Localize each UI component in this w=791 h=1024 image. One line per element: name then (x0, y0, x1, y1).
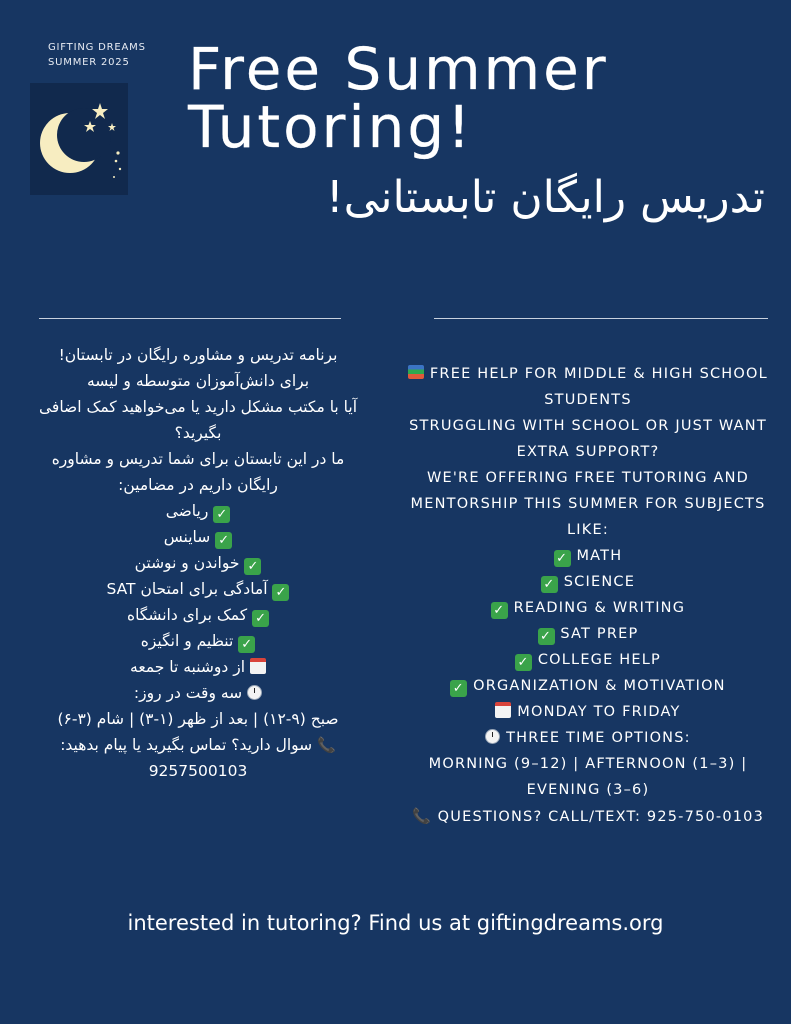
persian-column (30, 342, 366, 784)
phone-icon: 📞 (317, 736, 336, 754)
check-icon: ✓ (215, 532, 232, 549)
check-icon: ✓ (554, 550, 571, 567)
en-subject: ✓ READING & WRITING (402, 595, 774, 621)
brand-tag (48, 40, 146, 70)
moon-and-stars-icon (30, 83, 128, 195)
fa-subject: ✓ ریاضی (30, 498, 366, 524)
fa-time-intro: سه وقت در روز: (30, 680, 366, 706)
title-line-1: Free Summer (188, 35, 609, 103)
phone-icon: 📞 (411, 807, 432, 825)
title-line-2: Tutoring! (188, 93, 474, 161)
check-icon: ✓ (450, 680, 467, 697)
en-subject: ✓ ORGANIZATION & MOTIVATION (402, 673, 774, 699)
fa-subject: ✓ آمادگی برای امتحان SAT (30, 576, 366, 602)
check-icon: ✓ (541, 576, 558, 593)
clock-icon (485, 729, 500, 744)
check-icon: ✓ (515, 654, 532, 671)
check-icon: ✓ (491, 602, 508, 619)
clock-icon (247, 685, 262, 700)
fa-subject: ✓ تنظیم و انگیزه (30, 628, 366, 654)
books-icon (408, 365, 424, 379)
fa-times: صبح (۹-۱۲) | بعد از ظهر (۱-۳) | شام (۳-۶) (57, 710, 339, 728)
brand-season: SUMMER 2025 (48, 57, 130, 68)
fa-days: از دوشنبه تا جمعه (30, 654, 366, 680)
en-subject: ✓ SAT PREP (402, 621, 774, 647)
fa-line: برای دانش‌آموزان متوسطه و لیسه (86, 372, 310, 390)
fa-subject: ✓ خواندن و نوشتن (30, 550, 366, 576)
fa-contact: 📞 سوال دارید؟ تماس بگیرید یا پیام بدهید: 9257500103 (30, 732, 366, 784)
en-contact: 📞 QUESTIONS? CALL/TEXT: 925-750-0103 (402, 803, 774, 830)
divider-right (434, 318, 768, 319)
fa-line: برنامه تدریس و مشاوره رایگان در تابستان! (58, 346, 338, 364)
footer-cta: interested in tutoring? Find us at giftingdreams.org (127, 911, 664, 935)
check-icon: ✓ (244, 558, 261, 575)
en-subject: ✓ SCIENCE (402, 569, 774, 595)
calendar-icon (250, 658, 266, 674)
en-time-intro: THREE TIME OPTIONS: (402, 725, 774, 751)
en-line: STRUGGLING WITH SCHOOL OR JUST WANT EXTRA SUPPORT? (409, 418, 767, 460)
check-icon: ✓ (272, 584, 289, 601)
calendar-icon (495, 702, 511, 718)
check-icon: ✓ (213, 506, 230, 523)
check-icon: ✓ (538, 628, 555, 645)
en-subject: ✓ COLLEGE HELP (402, 647, 774, 673)
fa-subject: ✓ ساینس (30, 524, 366, 550)
fa-line: ما در این تابستان برای شما تدریس و مشاوره رایگان داریم در مضامین: (51, 450, 345, 494)
page-title-persian: تدریس رایگان تابستانی! (325, 172, 765, 223)
page-title-english (188, 35, 748, 161)
brand-name: GIFTING DREAMS (48, 42, 146, 53)
divider-left (39, 318, 341, 319)
en-subject: ✓ MATH (402, 543, 774, 569)
fa-subject: ✓ کمک برای دانشگاه (30, 602, 366, 628)
fa-line: آیا با مکتب مشکل دارید یا می‌خواهید کمک اضافی بگیرید؟ (39, 398, 357, 442)
en-line: WE'RE OFFERING FREE TUTORING AND MENTORSHIP THIS SUMMER FOR SUBJECTS LIKE: (410, 470, 766, 538)
check-icon: ✓ (238, 636, 255, 653)
en-days: MONDAY TO FRIDAY (402, 699, 774, 725)
en-line: FREE HELP FOR MIDDLE & HIGH SCHOOL STUDENTS (402, 361, 774, 413)
check-icon: ✓ (252, 610, 269, 627)
en-times: MORNING (9–12) | AFTERNOON (1–3) | EVENING (3–6) (428, 756, 748, 798)
english-column (402, 361, 774, 830)
